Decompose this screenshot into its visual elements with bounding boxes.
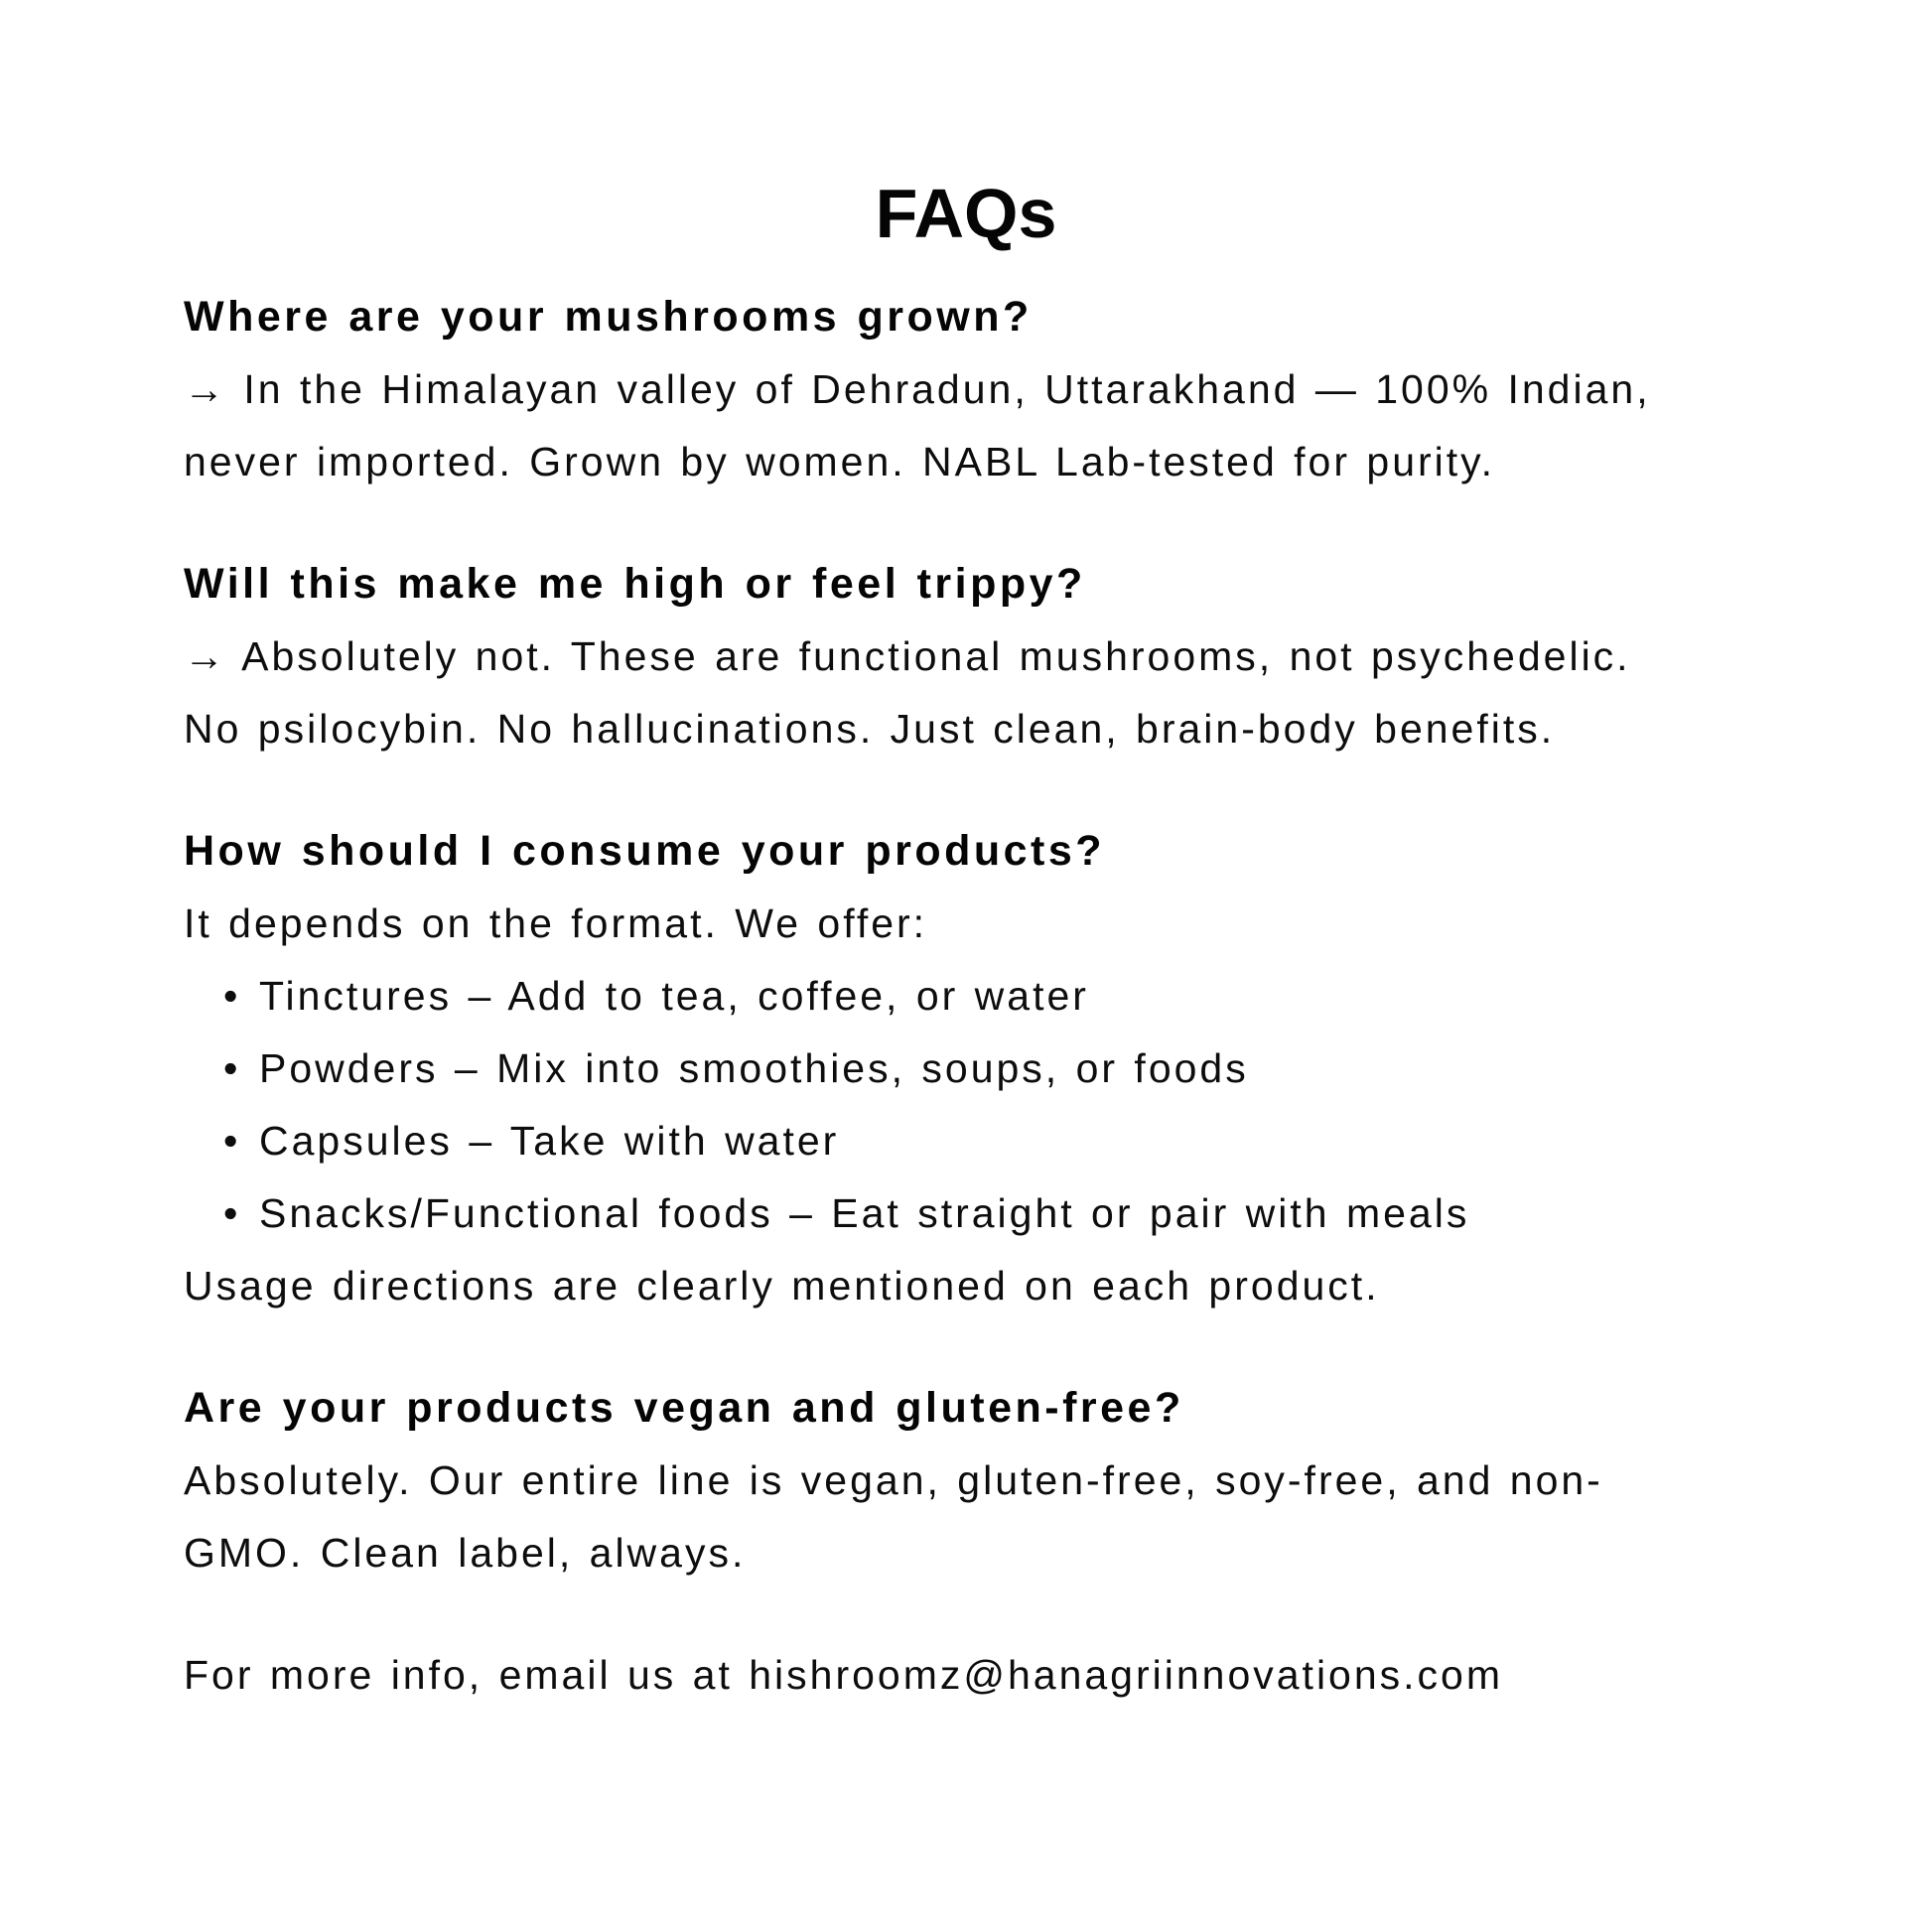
faq-list — [184, 281, 1783, 1589]
bullet-item: • Snacks/Functional foods – Eat straight or pair with meals — [184, 1177, 1783, 1250]
bullet-item: • Tinctures – Add to tea, coffee, or water — [184, 960, 1783, 1033]
faq-answer — [184, 1445, 1783, 1589]
answer-line: → Absolutely not. These are functional mushrooms, not psychedelic. — [184, 633, 1631, 679]
faq-question: Will this make me high or feel trippy? — [184, 560, 1086, 608]
faq-section — [184, 281, 1783, 498]
faq-question: Where are your mushrooms grown? — [184, 293, 1033, 341]
faq-bullets — [184, 960, 1783, 1250]
contact-email-line: For more info, email us at hishroomz@hanagriinnovations.com — [184, 1652, 1504, 1698]
answer-line: Usage directions are clearly mentioned on each product. — [184, 1263, 1380, 1309]
faq-answer — [184, 888, 1783, 960]
faq-section — [184, 1372, 1783, 1589]
answer-line: No psilocybin. No hallucinations. Just clean, brain-body benefits. — [184, 706, 1556, 752]
faq-section — [184, 548, 1783, 765]
faq-after — [184, 1250, 1783, 1322]
faq-question: Are your products vegan and gluten-free? — [184, 1384, 1184, 1432]
faq-answer — [184, 621, 1783, 765]
answer-line: Absolutely. Our entire line is vegan, gluten-free, soy-free, and non- — [184, 1457, 1603, 1503]
answer-line: It depends on the format. We offer: — [184, 900, 928, 946]
faq-section — [184, 815, 1783, 1322]
faq-question: How should I consume your products? — [184, 827, 1106, 875]
bullet-item: • Powders – Mix into smoothies, soups, or foods — [184, 1033, 1783, 1105]
answer-line: GMO. Clean label, always. — [184, 1530, 747, 1576]
answer-line: → In the Himalayan valley of Dehradun, Uttarakhand — 100% Indian, — [184, 366, 1651, 412]
page-title: FAQs — [875, 175, 1057, 252]
answer-line: never imported. Grown by women. NABL Lab-tested for purity. — [184, 439, 1496, 484]
bullet-item: • Capsules – Take with water — [184, 1105, 1783, 1177]
faq-answer — [184, 353, 1783, 498]
